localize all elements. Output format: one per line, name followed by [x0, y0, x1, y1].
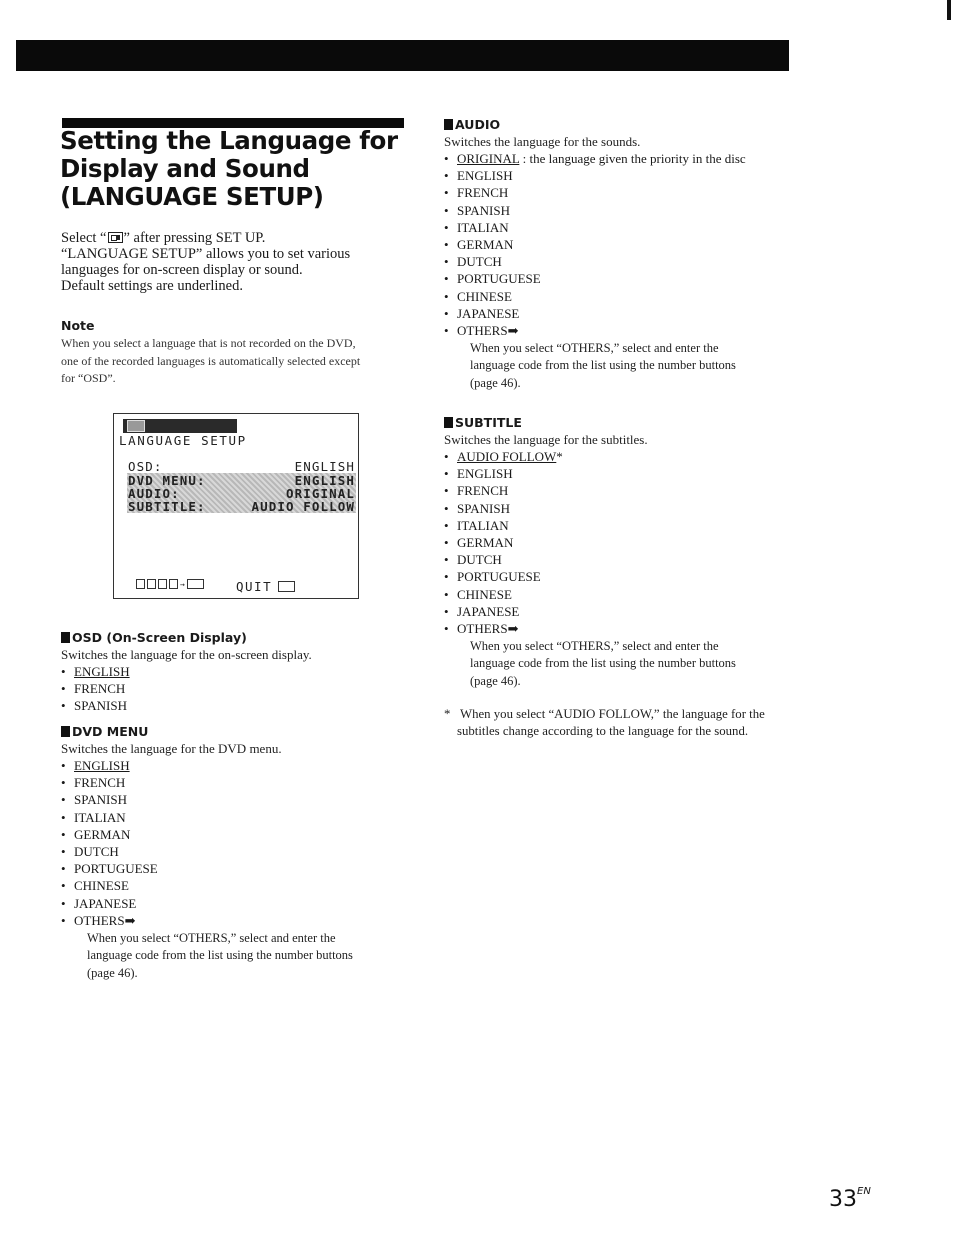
- option-label: ENGLISH: [457, 466, 513, 482]
- note-heading: Note: [61, 318, 95, 333]
- option-label: OTHERS: [74, 912, 125, 928]
- footnote-line: subtitles change according to the language for the sound.: [457, 724, 749, 739]
- intro-line: Select “: [61, 230, 107, 246]
- option-label: PORTUGUESE: [74, 861, 158, 877]
- list-item: • GERMAN: [61, 826, 131, 842]
- screen-row-subtitle: [128, 499, 355, 514]
- option-label: CHINESE: [457, 586, 512, 602]
- option-label: FRENCH: [457, 483, 509, 499]
- option-label: JAPANESE: [457, 305, 520, 321]
- arrow-right-icon: ➡: [507, 322, 519, 338]
- list-item: • GERMAN: [444, 236, 514, 252]
- list-item: • SPANISH: [444, 500, 510, 516]
- list-item: • GERMAN: [444, 534, 514, 550]
- screen-row-value: ORIGINAL: [285, 486, 355, 501]
- list-item: • FRENCH: [444, 483, 509, 499]
- note-line: language code from the list using the number buttons: [470, 656, 736, 671]
- list-item: • ENGLISH: [444, 168, 513, 184]
- list-item: • ORIGINAL : the language given the priority in the disc: [444, 151, 746, 166]
- square-bullet-icon: [61, 632, 70, 643]
- osd-heading-text: OSD (On-Screen Display): [72, 630, 247, 645]
- subtitle-heading-text: SUBTITLE: [455, 415, 522, 430]
- note-line: (page 46).: [87, 965, 138, 980]
- list-item: • DUTCH: [61, 843, 119, 859]
- screen-row-label: SUBTITLE:: [128, 499, 206, 514]
- note-line: When you select a language that is not recorded on the DVD,: [61, 336, 356, 350]
- audio-options: [444, 150, 746, 339]
- page-title-line: (LANGUAGE SETUP): [60, 182, 324, 211]
- language-setup-screen: [113, 413, 359, 599]
- option-label: ITALIAN: [457, 219, 509, 235]
- footnote-line: When you select “AUDIO FOLLOW,” the language for the: [460, 707, 765, 721]
- page-title-line: Setting the Language for: [60, 126, 398, 155]
- note-line: for “OSD”.: [61, 371, 116, 385]
- footnote: [444, 706, 765, 741]
- dvd-menu-desc: Switches the language for the DVD menu.: [61, 741, 282, 756]
- list-item: • SPANISH: [444, 202, 510, 218]
- osd-options: [61, 663, 130, 715]
- list-item: • JAPANESE: [61, 895, 137, 911]
- list-item: • CHINESE: [61, 878, 129, 894]
- option-label: DUTCH: [457, 254, 502, 270]
- page-number-suffix: EN: [857, 1186, 871, 1197]
- subtitle-options: [444, 448, 563, 637]
- enter-key-icon: [187, 579, 204, 589]
- option-label: SPANISH: [457, 500, 510, 516]
- list-item: • ITALIAN: [444, 517, 509, 533]
- intro-line: Default settings are underlined.: [61, 278, 243, 294]
- page-title: [60, 127, 420, 211]
- screen-quit-label: QUIT: [236, 579, 273, 594]
- list-item: • OTHERS➡: [61, 912, 136, 928]
- list-item: • SPANISH: [61, 792, 127, 808]
- dvd-menu-options: [61, 757, 158, 929]
- footnote-mark: *: [556, 449, 563, 464]
- setup-menu-icon: [108, 232, 123, 243]
- setup-key-icon: [278, 581, 295, 592]
- screen-row-value: ENGLISH: [294, 473, 355, 488]
- list-item: • AUDIO FOLLOW*: [444, 449, 563, 464]
- arrow-icon: →: [180, 579, 185, 589]
- arrow-right-icon: [169, 579, 178, 589]
- page-number: [829, 1186, 871, 1212]
- note-text: [61, 335, 406, 388]
- arrow-left-icon: [136, 579, 145, 589]
- option-desc: : the language given the priority in the disc: [519, 151, 746, 166]
- dvd-menu-heading: [61, 724, 148, 739]
- audio-others-note: [470, 340, 736, 392]
- option-label: PORTUGUESE: [457, 271, 541, 287]
- note-line: one of the recorded languages is automatically selected except: [61, 353, 361, 368]
- setup-menu-icon: [127, 420, 145, 432]
- list-item: • FRENCH: [61, 681, 126, 697]
- screen-row-label: DVD MENU:: [128, 473, 206, 488]
- list-item: • DUTCH: [444, 552, 502, 568]
- arrow-right-icon: ➡: [507, 620, 519, 636]
- option-label: PORTUGUESE: [457, 569, 541, 585]
- screen-title: LANGUAGE SETUP: [119, 433, 247, 448]
- list-item: • ENGLISH: [61, 664, 130, 679]
- screen-row-label: AUDIO:: [128, 486, 180, 501]
- list-item: • JAPANESE: [444, 305, 520, 321]
- option-label: OTHERS: [457, 620, 508, 636]
- option-label: FRENCH: [74, 775, 126, 791]
- square-bullet-icon: [444, 119, 453, 130]
- list-item: • CHINESE: [444, 288, 512, 304]
- page-number-value: 33: [829, 1187, 857, 1212]
- note-line: language code from the list using the number buttons: [87, 948, 353, 963]
- intro-text: [61, 230, 411, 294]
- list-item: • SPANISH: [61, 698, 127, 714]
- list-item: • ENGLISH: [61, 758, 130, 773]
- option-label: FRENCH: [74, 681, 126, 697]
- option-label: GERMAN: [457, 534, 514, 550]
- option-label: CHINESE: [74, 878, 129, 894]
- screen-quit: [236, 579, 295, 594]
- osd-desc: Switches the language for the on-screen display.: [61, 647, 312, 662]
- page-title-line: Display and Sound: [60, 154, 310, 183]
- list-item: • ENGLISH: [444, 466, 513, 482]
- footnote-mark: *: [444, 707, 451, 721]
- list-item: • PORTUGUESE: [61, 861, 158, 877]
- list-item: • PORTUGUESE: [444, 569, 541, 585]
- list-item: • FRENCH: [444, 185, 509, 201]
- intro-line: “LANGUAGE SETUP” allows you to set various: [61, 246, 351, 262]
- note-line: (page 46).: [470, 375, 521, 390]
- option-label: SPANISH: [74, 698, 127, 714]
- dvd-menu-heading-text: DVD MENU: [72, 724, 149, 739]
- screen-row-value: AUDIO FOLLOW: [251, 499, 355, 514]
- option-label: JAPANESE: [457, 603, 520, 619]
- default-option: ORIGINAL: [457, 151, 520, 166]
- list-item: • OTHERS➡: [444, 620, 519, 636]
- audio-heading: [444, 117, 500, 132]
- option-label: ITALIAN: [457, 517, 509, 533]
- subtitle-heading: [444, 415, 522, 430]
- intro-line: ” after pressing SET UP.: [123, 230, 266, 246]
- list-item: • CHINESE: [444, 586, 512, 602]
- osd-heading: [61, 630, 247, 645]
- default-option: ENGLISH: [74, 664, 130, 679]
- option-label: ITALIAN: [74, 809, 126, 825]
- audio-heading-text: AUDIO: [455, 117, 501, 132]
- screen-row-value: ENGLISH: [294, 459, 355, 474]
- screen-row-osd: [128, 459, 355, 474]
- arrow-down-icon: [158, 579, 167, 589]
- header-bar: [16, 40, 789, 71]
- list-item: • ITALIAN: [61, 809, 126, 825]
- option-label: FRENCH: [457, 185, 509, 201]
- list-item: • PORTUGUESE: [444, 271, 541, 287]
- subtitle-others-note: [470, 638, 736, 690]
- screen-row-label: OSD:: [128, 459, 163, 474]
- option-label: ENGLISH: [457, 168, 513, 184]
- option-label: OTHERS: [457, 322, 508, 338]
- default-option: AUDIO FOLLOW: [457, 449, 557, 464]
- page-edge-mark: [947, 0, 951, 20]
- list-item: • FRENCH: [61, 775, 126, 791]
- option-label: CHINESE: [457, 288, 512, 304]
- note-line: language code from the list using the number buttons: [470, 358, 736, 373]
- screen-nav-keys: [136, 579, 204, 589]
- intro-line: languages for on-screen display or sound.: [61, 262, 303, 278]
- option-label: DUTCH: [457, 552, 502, 568]
- note-line: (page 46).: [470, 673, 521, 688]
- option-label: SPANISH: [74, 792, 127, 808]
- subtitle-desc: Switches the language for the subtitles.: [444, 432, 648, 447]
- square-bullet-icon: [61, 726, 70, 737]
- arrow-right-icon: ➡: [124, 912, 136, 928]
- option-label: JAPANESE: [74, 895, 137, 911]
- option-label: DUTCH: [74, 843, 119, 859]
- note-line: When you select “OTHERS,” select and enter the: [470, 639, 719, 653]
- option-label: GERMAN: [74, 826, 131, 842]
- list-item: • JAPANESE: [444, 603, 520, 619]
- note-line: When you select “OTHERS,” select and enter the: [87, 931, 336, 945]
- audio-desc: Switches the language for the sounds.: [444, 134, 641, 149]
- arrow-up-icon: [147, 579, 156, 589]
- option-label: GERMAN: [457, 236, 514, 252]
- default-option: ENGLISH: [74, 758, 130, 773]
- dvd-menu-others-note: [87, 930, 353, 982]
- square-bullet-icon: [444, 417, 453, 428]
- list-item: • DUTCH: [444, 254, 502, 270]
- list-item: • OTHERS➡: [444, 322, 519, 338]
- option-label: SPANISH: [457, 202, 510, 218]
- note-line: When you select “OTHERS,” select and enter the: [470, 341, 719, 355]
- list-item: • ITALIAN: [444, 219, 509, 235]
